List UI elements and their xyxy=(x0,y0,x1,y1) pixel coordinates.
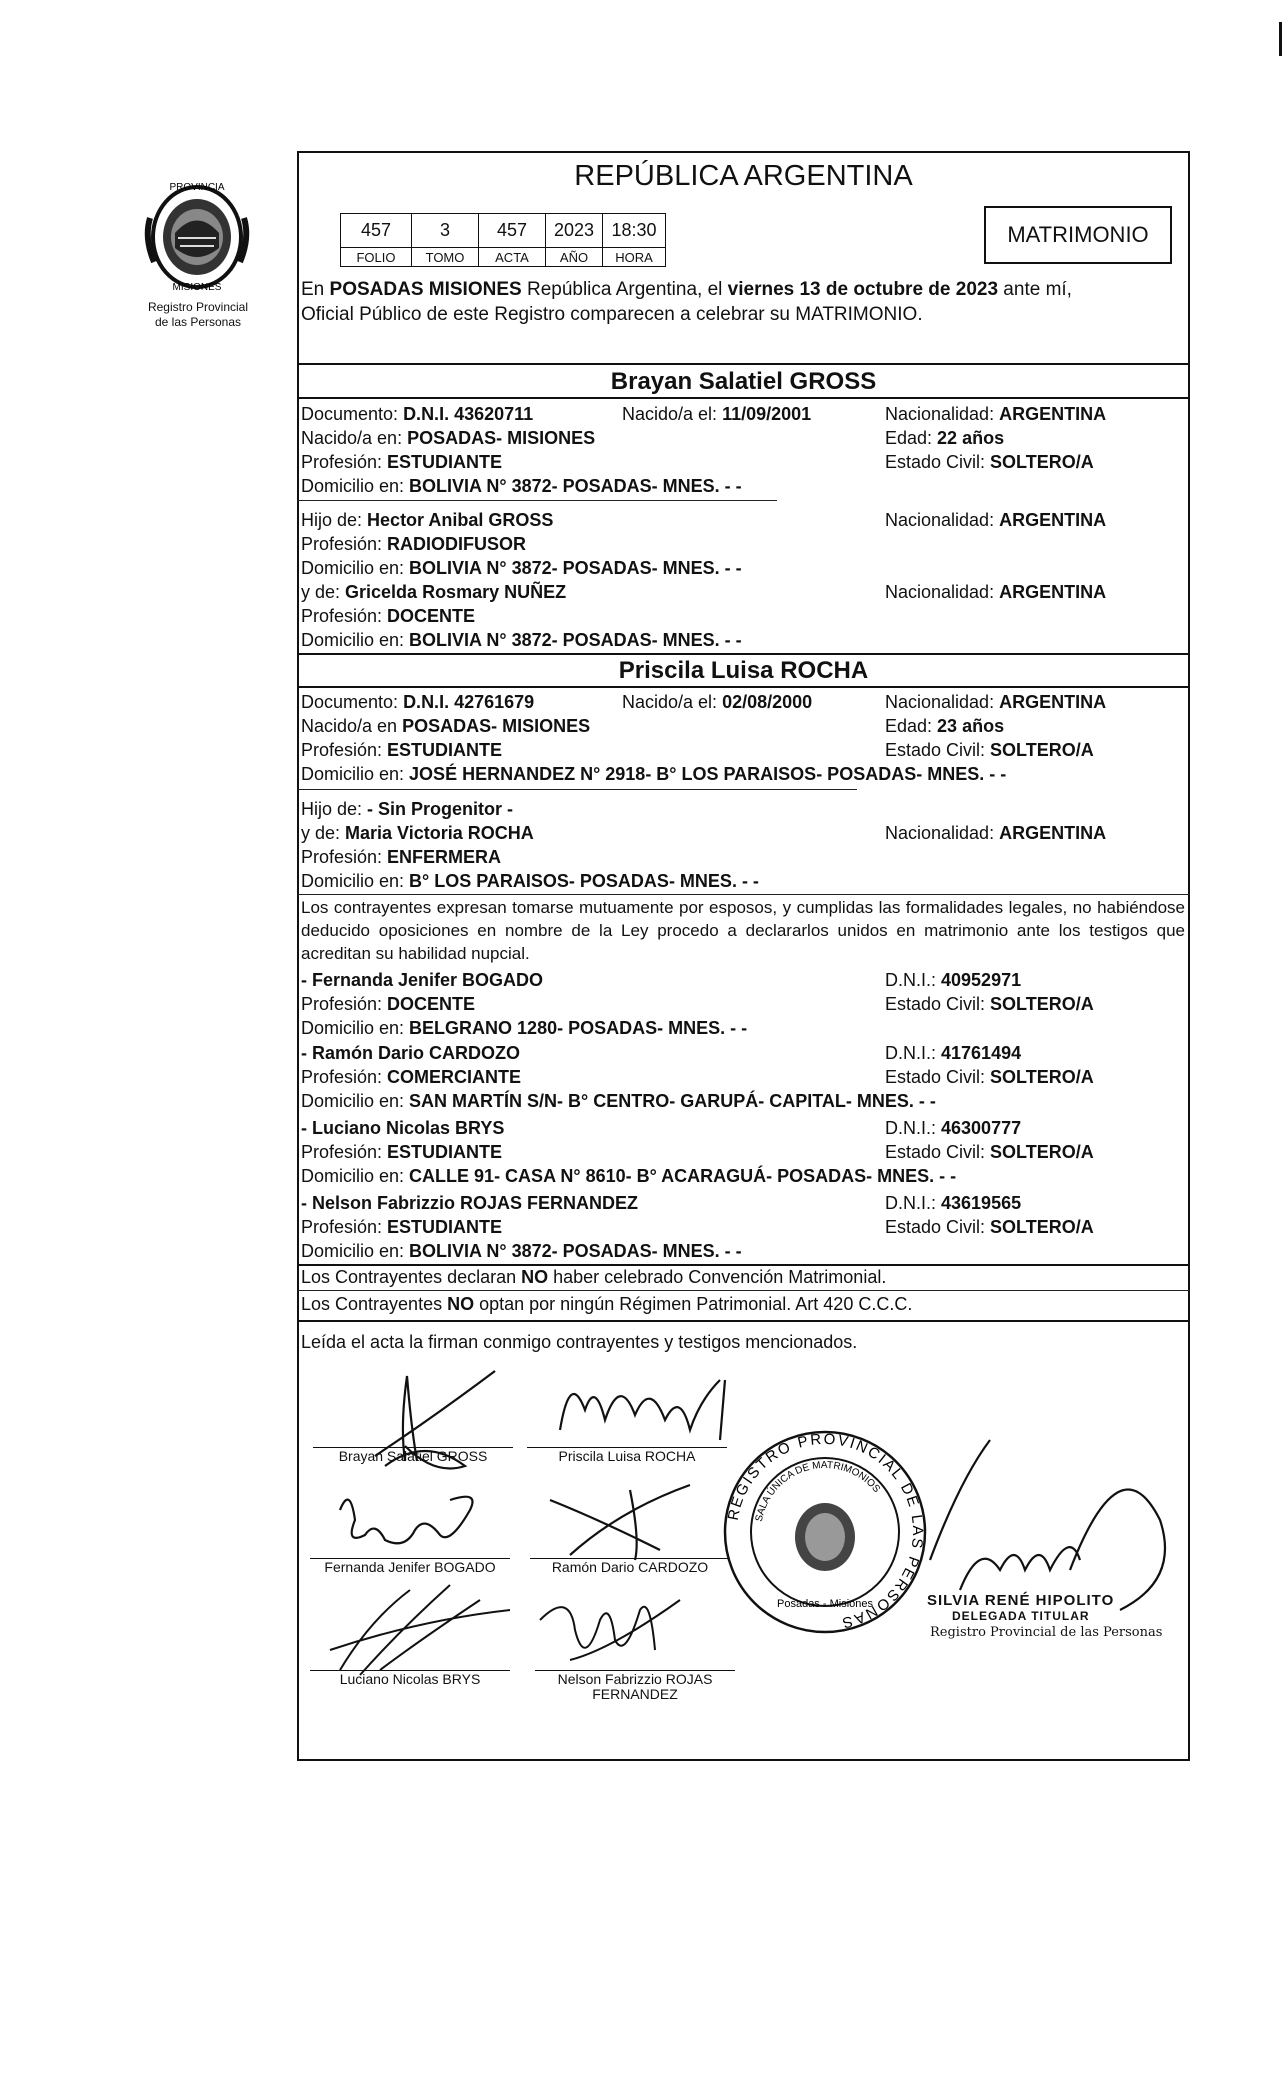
groom-father: Hijo de: Hector Anibal GROSS xyxy=(301,510,554,530)
witness-1-profession: Profesión: DOCENTE xyxy=(301,994,476,1014)
patrimonial-statement: Los Contrayentes NO optan por ningún Régimen Patrimonial. Art 420 C.C.C. xyxy=(301,1294,913,1314)
divider xyxy=(297,1290,1190,1291)
groom-profession: Profesión: ESTUDIANTE xyxy=(301,452,503,472)
bride-address: Domicilio en: JOSÉ HERNANDEZ N° 2918- B° LOS PARAISOS- POSADAS- MNES. - - xyxy=(301,764,1007,784)
bride-document: Documento: D.N.I. 42761679 xyxy=(301,692,535,712)
signature-name-groom: Brayan Salatiel GROSS xyxy=(338,1448,488,1464)
official-title: DELEGADA TITULAR xyxy=(952,1609,1090,1623)
bride-father: Hijo de: - Sin Progenitor - xyxy=(301,799,514,819)
svg-text:REGISTRO PROVINCIAL DE LAS PER: REGISTRO PROVINCIAL DE LAS PERSONAS xyxy=(724,1430,927,1632)
declaration-text: Los contrayentes expresan tomarse mutuamente por esposos, y cumplidas las formalidades legales, no habiéndose deducido oposiciones en nombre de la Ley procedo a declararlos unidos en matrimonio ante los testigos que acreditan su habilidad nupcial. xyxy=(301,898,1185,963)
tomo-value: 3 xyxy=(412,214,479,248)
seal-bottom-text: MISIONES xyxy=(172,282,222,293)
witness-1-address: Domicilio en: BELGRANO 1280- POSADAS- MNES. - - xyxy=(301,1018,748,1038)
hora-value: 18:30 xyxy=(603,214,666,248)
registry-table xyxy=(340,213,666,267)
bride-mother: y de: Maria Victoria ROCHA xyxy=(301,823,534,843)
folio-label: FOLIO xyxy=(341,248,412,267)
witness-1-civil-status: Estado Civil: SOLTERO/A xyxy=(885,994,1094,1014)
witness-1-dni: D.N.I.: 40952971 xyxy=(885,970,1022,990)
bride-name: Priscila Luisa ROCHA xyxy=(618,657,869,684)
groom-mother-nationality: Nacionalidad: ARGENTINA xyxy=(885,582,1107,602)
signature-name-witness-3: Luciano Nicolas BRYS xyxy=(339,1671,481,1687)
tomo-label: TOMO xyxy=(412,248,479,267)
official-stamp xyxy=(718,1425,933,1640)
bride-mother-address: Domicilio en: B° LOS PARAISOS- POSADAS- MNES. - - xyxy=(301,871,759,891)
signature-name-witness-1: Fernanda Jenifer BOGADO xyxy=(324,1559,496,1575)
witness-3-profession: Profesión: ESTUDIANTE xyxy=(301,1142,503,1162)
witness-2-address: Domicilio en: SAN MARTÍN S/N- B° CENTRO- GARUPÁ- CAPITAL- MNES. - - xyxy=(301,1091,936,1111)
svg-text:SALA ÚNICA DE MATRIMONIOS: SALA ÚNICA DE MATRIMONIOS xyxy=(753,1459,882,1523)
witness-4-civil-status: Estado Civil: SOLTERO/A xyxy=(885,1217,1094,1237)
divider xyxy=(297,1320,1190,1322)
groom-civil-status: Estado Civil: SOLTERO/A xyxy=(885,452,1094,472)
groom-name: Brayan Salatiel GROSS xyxy=(610,368,877,395)
witness-4-name: - Nelson Fabrizzio ROJAS FERNANDEZ xyxy=(301,1193,639,1213)
provincial-seal xyxy=(140,178,255,296)
groom-father-nationality: Nacionalidad: ARGENTINA xyxy=(885,510,1107,530)
bride-birthdate: Nacido/a el: 02/08/2000 xyxy=(622,692,813,712)
bride-civil-status: Estado Civil: SOLTERO/A xyxy=(885,740,1094,760)
seal-caption-1: Registro Provincial xyxy=(147,300,249,314)
acta-label: ACTA xyxy=(479,248,546,267)
seal-caption-2: de las Personas xyxy=(154,315,242,329)
witness-4-profession: Profesión: ESTUDIANTE xyxy=(301,1217,503,1237)
divider xyxy=(297,397,1190,399)
witness-3-name: - Luciano Nicolas BRYS xyxy=(301,1118,505,1138)
hora-label: HORA xyxy=(603,248,666,267)
bride-birthplace: Nacido/a en POSADAS- MISIONES xyxy=(301,716,591,736)
official-signature xyxy=(920,1420,1190,1620)
signature-witness-2 xyxy=(540,1480,720,1560)
bride-mother-profession: Profesión: ENFERMERA xyxy=(301,847,502,867)
signature-name-bride: Priscila Luisa ROCHA xyxy=(558,1448,696,1464)
witness-2-name: - Ramón Dario CARDOZO xyxy=(301,1043,521,1063)
divider xyxy=(297,500,777,501)
act-type-box: MATRIMONIO xyxy=(984,206,1172,264)
intro-line-2: Oficial Público de este Registro comparecen a celebrar su MATRIMONIO. xyxy=(301,304,923,325)
divider xyxy=(297,653,1190,655)
signature-name-witness-4: Nelson Fabrizzio ROJAS xyxy=(557,1671,713,1687)
bride-age: Edad: 23 años xyxy=(885,716,1005,736)
signature-witness-4 xyxy=(530,1590,710,1680)
witness-3-dni: D.N.I.: 46300777 xyxy=(885,1118,1022,1138)
signature-name-witness-2: Ramón Dario CARDOZO xyxy=(551,1559,709,1575)
divider xyxy=(297,363,1190,365)
acta-value: 457 xyxy=(479,214,546,248)
divider xyxy=(297,789,857,790)
groom-address: Domicilio en: BOLIVIA N° 3872- POSADAS- MNES. - - xyxy=(301,476,742,496)
groom-mother: y de: Gricelda Rosmary NUÑEZ xyxy=(301,582,567,602)
official-name: SILVIA RENÉ HIPOLITO xyxy=(927,1592,1115,1609)
witness-4-address: Domicilio en: BOLIVIA N° 3872- POSADAS- MNES. - - xyxy=(301,1241,742,1261)
groom-document: Documento: D.N.I. 43620711 xyxy=(301,404,534,424)
anio-value: 2023 xyxy=(546,214,603,248)
closing-statement: Leída el acta la firman conmigo contrayentes y testigos mencionados. xyxy=(301,1332,858,1352)
divider xyxy=(297,894,1190,895)
divider xyxy=(297,686,1190,688)
country-title: REPÚBLICA ARGENTINA xyxy=(574,160,913,192)
convention-statement: Los Contrayentes declaran NO haber celebrado Convención Matrimonial. xyxy=(301,1267,887,1287)
witness-4-dni: D.N.I.: 43619565 xyxy=(885,1193,1022,1213)
bride-profession: Profesión: ESTUDIANTE xyxy=(301,740,503,760)
official-office: Registro Provincial de las Personas xyxy=(930,1625,1163,1640)
witness-3-address: Domicilio en: CALLE 91- CASA N° 8610- B° ACARAGUÁ- POSADAS- MNES. - - xyxy=(301,1166,957,1186)
witness-1-name: - Fernanda Jenifer BOGADO xyxy=(301,970,544,990)
anio-label: AÑO xyxy=(546,248,603,267)
groom-father-profession: Profesión: RADIODIFUSOR xyxy=(301,534,527,554)
folio-value: 457 xyxy=(341,214,412,248)
signature-witness-1 xyxy=(330,1480,490,1560)
witness-2-profession: Profesión: COMERCIANTE xyxy=(301,1067,522,1087)
signature-bride xyxy=(540,1370,740,1450)
signature-witness-3 xyxy=(320,1580,520,1680)
groom-nationality: Nacionalidad: ARGENTINA xyxy=(885,404,1107,424)
seal-top-text: PROVINCIA xyxy=(169,182,225,193)
witness-3-civil-status: Estado Civil: SOLTERO/A xyxy=(885,1142,1094,1162)
witness-2-dni: D.N.I.: 41761494 xyxy=(885,1043,1022,1063)
groom-mother-address: Domicilio en: BOLIVIA N° 3872- POSADAS- MNES. - - xyxy=(301,630,742,650)
groom-father-address: Domicilio en: BOLIVIA N° 3872- POSADAS- MNES. - - xyxy=(301,558,742,578)
groom-birthdate: Nacido/a el: 11/09/2001 xyxy=(622,404,812,424)
witness-2-civil-status: Estado Civil: SOLTERO/A xyxy=(885,1067,1094,1087)
svg-text:Posadas - Misiones: Posadas - Misiones xyxy=(777,1598,873,1610)
groom-birthplace: Nacido/a en: POSADAS- MISIONES xyxy=(301,428,596,448)
groom-mother-profession: Profesión: DOCENTE xyxy=(301,606,476,626)
corner-mark xyxy=(1279,22,1282,56)
groom-age: Edad: 22 años xyxy=(885,428,1005,448)
signature-name-witness-4-cont: FERNANDEZ xyxy=(592,1686,678,1702)
intro-line-1: En POSADAS MISIONES República Argentina, el viernes 13 de octubre de 2023 ante mí, xyxy=(301,279,1072,300)
bride-mother-nationality: Nacionalidad: ARGENTINA xyxy=(885,823,1107,843)
bride-nationality: Nacionalidad: ARGENTINA xyxy=(885,692,1107,712)
